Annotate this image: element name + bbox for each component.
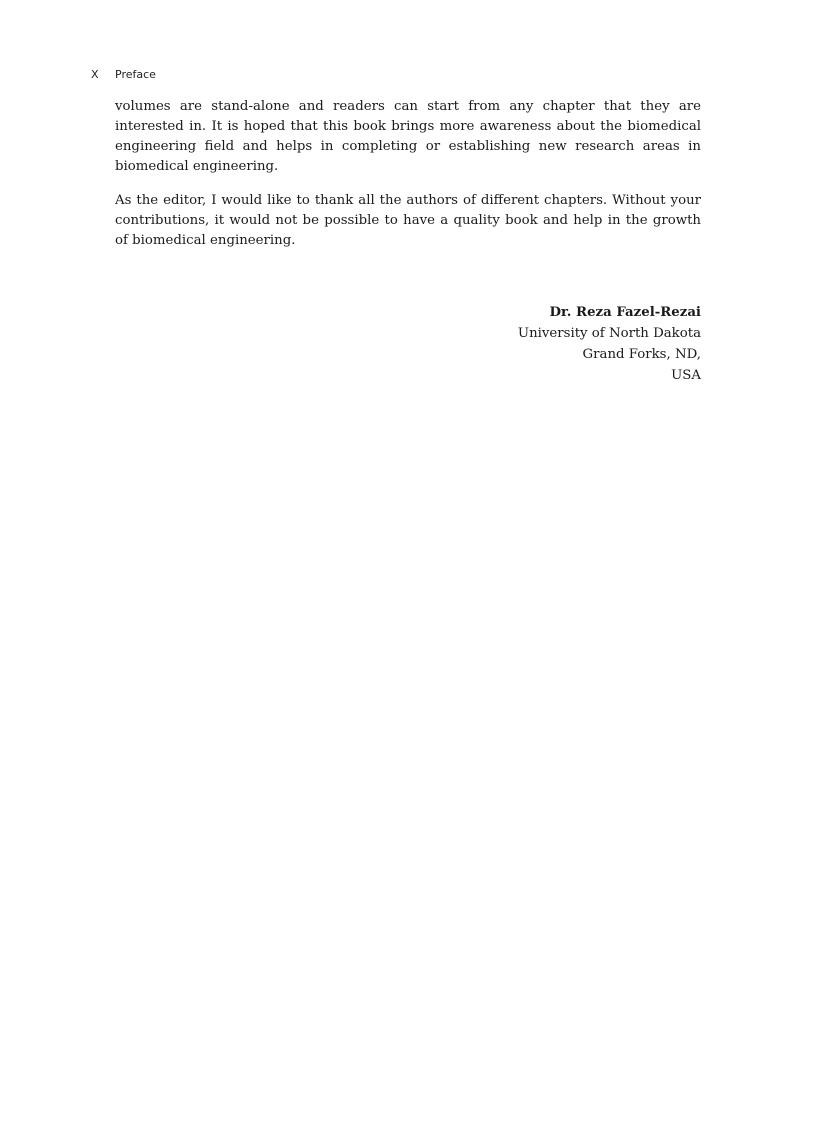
page-number: X xyxy=(91,68,99,81)
paragraph: As the editor, I would like to thank all the authors of different chapters. Without your contributions, it would not be possible to have a quality book and help in the growth of biomedical engineering. xyxy=(115,193,701,248)
editor-affiliation: University of North Dakota xyxy=(517,326,701,341)
editor-name: Dr. Reza Fazel-Rezai xyxy=(549,305,701,320)
editor-country: USA xyxy=(671,368,701,383)
editor-signature xyxy=(400,302,701,386)
running-header-title: Preface xyxy=(115,68,156,81)
preface-body xyxy=(115,97,701,265)
paragraph: volumes are stand-alone and readers can start from any chapter that they are interested in. It is hoped that this book brings more awareness about the biomedical engineering field and helps in completing or establishing new research areas in biomedical engineering. xyxy=(115,99,701,174)
running-header xyxy=(91,68,156,81)
editor-city: Grand Forks, ND, xyxy=(582,347,701,362)
